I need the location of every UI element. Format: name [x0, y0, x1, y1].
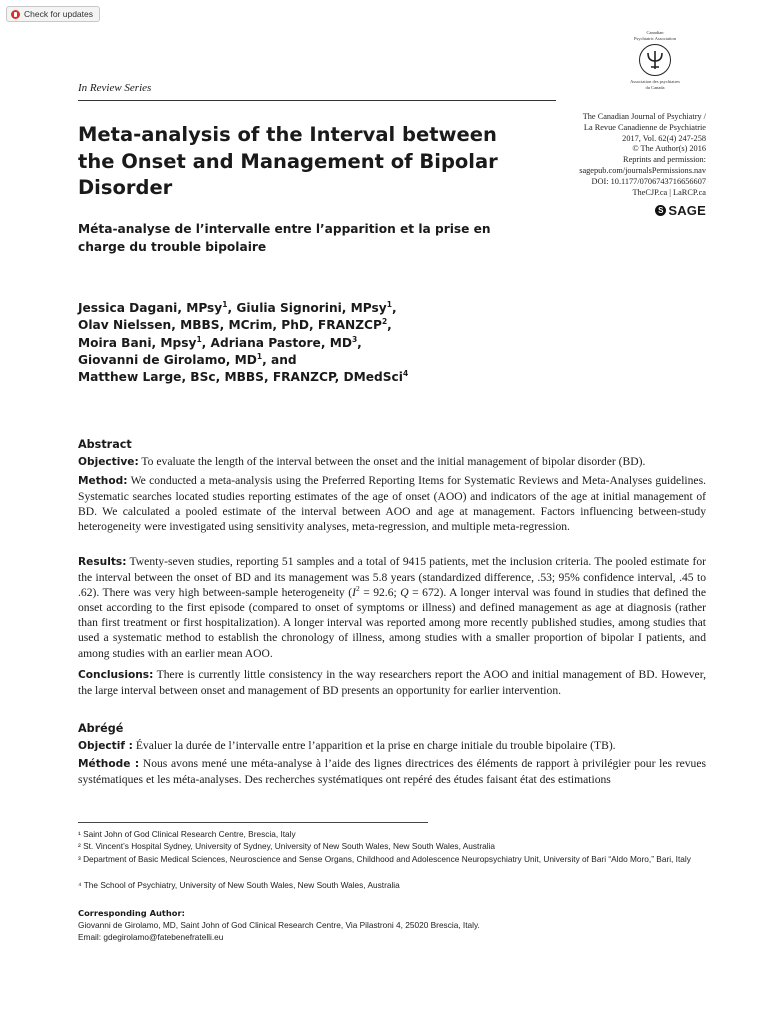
footnote-2: ² St. Vincent’s Hospital Sydney, University of Sydney, University of New South Wales, New South Wales, Australia	[78, 841, 496, 851]
psi-emblem-icon	[639, 44, 671, 76]
author-line: Moira Bani, Mpsy$^1$, Adriana Pastore, $MD^3$,	[78, 334, 362, 350]
paper-subtitle-fr: Méta-analyse de l’intervalle entre l’apparition et la prise en charge du trouble bipolaire	[78, 222, 491, 254]
journal-line: © The Author(s) 2016	[632, 144, 706, 154]
journal-permissions-link[interactable]: sagepub.com/journalsPermissions.nav	[579, 165, 706, 175]
paper-title: Meta-analysis of the Interval between the Onset and Management of Bipolar Disorder	[78, 123, 498, 199]
association-logo	[620, 30, 690, 90]
association-name-en-1: Canadian	[646, 30, 664, 35]
sage-circle-icon: S	[655, 205, 666, 216]
abstract-method: Method: We conducted a meta-analysis using the Preferred Reporting Items for Systematic Reviews and Meta-Analyses guidelines. Systematic searches located studies reporting estimates of the age of onset (AOO) and indicators of the age at initial management of BD. We calculated a pooled estimate of the interval between AOO and age at management. Factors influencing between-study heterogeneity were investigated using sensitivity analyses, meta-regression, and multiple meta-regression.	[78, 474, 706, 534]
update-icon	[11, 10, 20, 19]
abrege-heading: Abrégé	[78, 722, 124, 735]
journal-line: 2017, Vol. 62(4) 247-258	[622, 133, 706, 143]
association-name-fr-1: Association des psychiatres	[630, 79, 680, 84]
series-label: In Review Series	[78, 82, 152, 94]
footnote-3: ³ Department of Basic Medical Sciences, Neuroscience and Sense Organs, Childhood and Adolescence Neuropsychiatry Unit, University of Bari “Aldo Moro,” Bari, Italy	[78, 854, 691, 864]
sage-logo	[655, 203, 706, 218]
footnote-4: ⁴ The School of Psychiatry, University of New South Wales, New South Wales, Australia	[78, 880, 400, 890]
association-name-fr-2: du Canada	[645, 84, 665, 90]
journal-line: The Canadian Journal of Psychiatry /	[582, 112, 706, 121]
abstract-conclusions: Conclusions: There is currently little consistency in the way researchers report the AOO and initial management of BD. However, the large interval between onset and management of BD presents an opportunity for earlier intervention.	[78, 668, 706, 698]
corresponding-author-details	[78, 920, 706, 943]
footnote-divider	[78, 822, 428, 823]
author-line: Olav Nielssen, MBBS, MCrim, PhD, FRANZCP$^2$,	[78, 317, 392, 333]
author-line: Jessica Dagani, MPsy$^1$, Giulia Signorini, MPsy$^1$,	[78, 299, 397, 315]
abrege-objectif: Objectif : Évaluer la durée de l’intervalle entre l’apparition et la prise en charge initiale du trouble bipolaire (TB).	[78, 739, 616, 752]
author-line: Matthew Large, BSc, MBBS, FRANZCP, DMedSci$^4$	[78, 369, 409, 385]
association-name-en-2: Psychiatric Association	[633, 35, 677, 41]
footnote-1: ¹ Saint John of God Clinical Research Centre, Brescia, Italy	[78, 829, 296, 839]
corresponding-address: Giovanni de Girolamo, MD, Saint John of God Clinical Research Centre, Via Pilastroni 4, 25020 Brescia, Italy.	[78, 920, 480, 930]
abstract-heading: Abstract	[78, 438, 132, 451]
journal-info	[496, 112, 706, 198]
corresponding-email-link[interactable]: Email: gdegirolamo@fatebenefratelli.eu	[78, 931, 224, 942]
journal-website-link[interactable]: TheCJP.ca | LaRCP.ca	[632, 187, 706, 197]
author-list	[78, 300, 518, 386]
corresponding-author-label: Corresponding Author:	[78, 908, 185, 918]
journal-line: Reprints and permission:	[623, 155, 706, 165]
abstract-results: Results: Twenty-seven studies, reporting 51 samples and a total of 9415 patients, met the inclusion criteria. The pooled estimate for the interval between the onset of BD and its management was 5.8 years (standardized difference, .53; 95% confidence interval, .45 to .62). There was very high between-sample heterogeneity ($I^2 = 92.6$; Q = 672). A longer interval was found in studies that defined the onset according to the first episode (compared to onset of symptoms or illness) and defined management as age at diagnosis (rather than first treatment or first hospitalization). A longer interval was reported among more recently published studies, among studies that used a systematic method to establish the chronology of illness, among studies with a smaller proportion of bipolar I patients, and among studies with an earlier mean AOO.	[78, 555, 706, 660]
journal-line: La Revue Canadienne de Psychiatrie	[583, 122, 706, 132]
abrege-methode: Méthode : Nous avons mené une méta-analyse à l’aide des lignes directrices des éléments de rapport à privilégier pour les revues systématiques et les méta-analyses. Des recherches systématiques ont repéré des études faisant état des estimations	[78, 757, 707, 787]
sage-logo-text: SAGE	[668, 203, 706, 218]
check-for-updates-label: Check for updates	[24, 9, 93, 19]
series-divider	[78, 100, 556, 101]
abstract-objective: Objective: To evaluate the length of the interval between the onset and the initial management of bipolar disorder (BD).	[78, 455, 646, 468]
check-for-updates-button[interactable]	[6, 6, 100, 22]
journal-doi-link[interactable]: DOI: 10.1177/0706743716656607	[591, 176, 706, 186]
author-line: Giovanni de Girolamo, $MD^1$, and	[78, 351, 297, 367]
